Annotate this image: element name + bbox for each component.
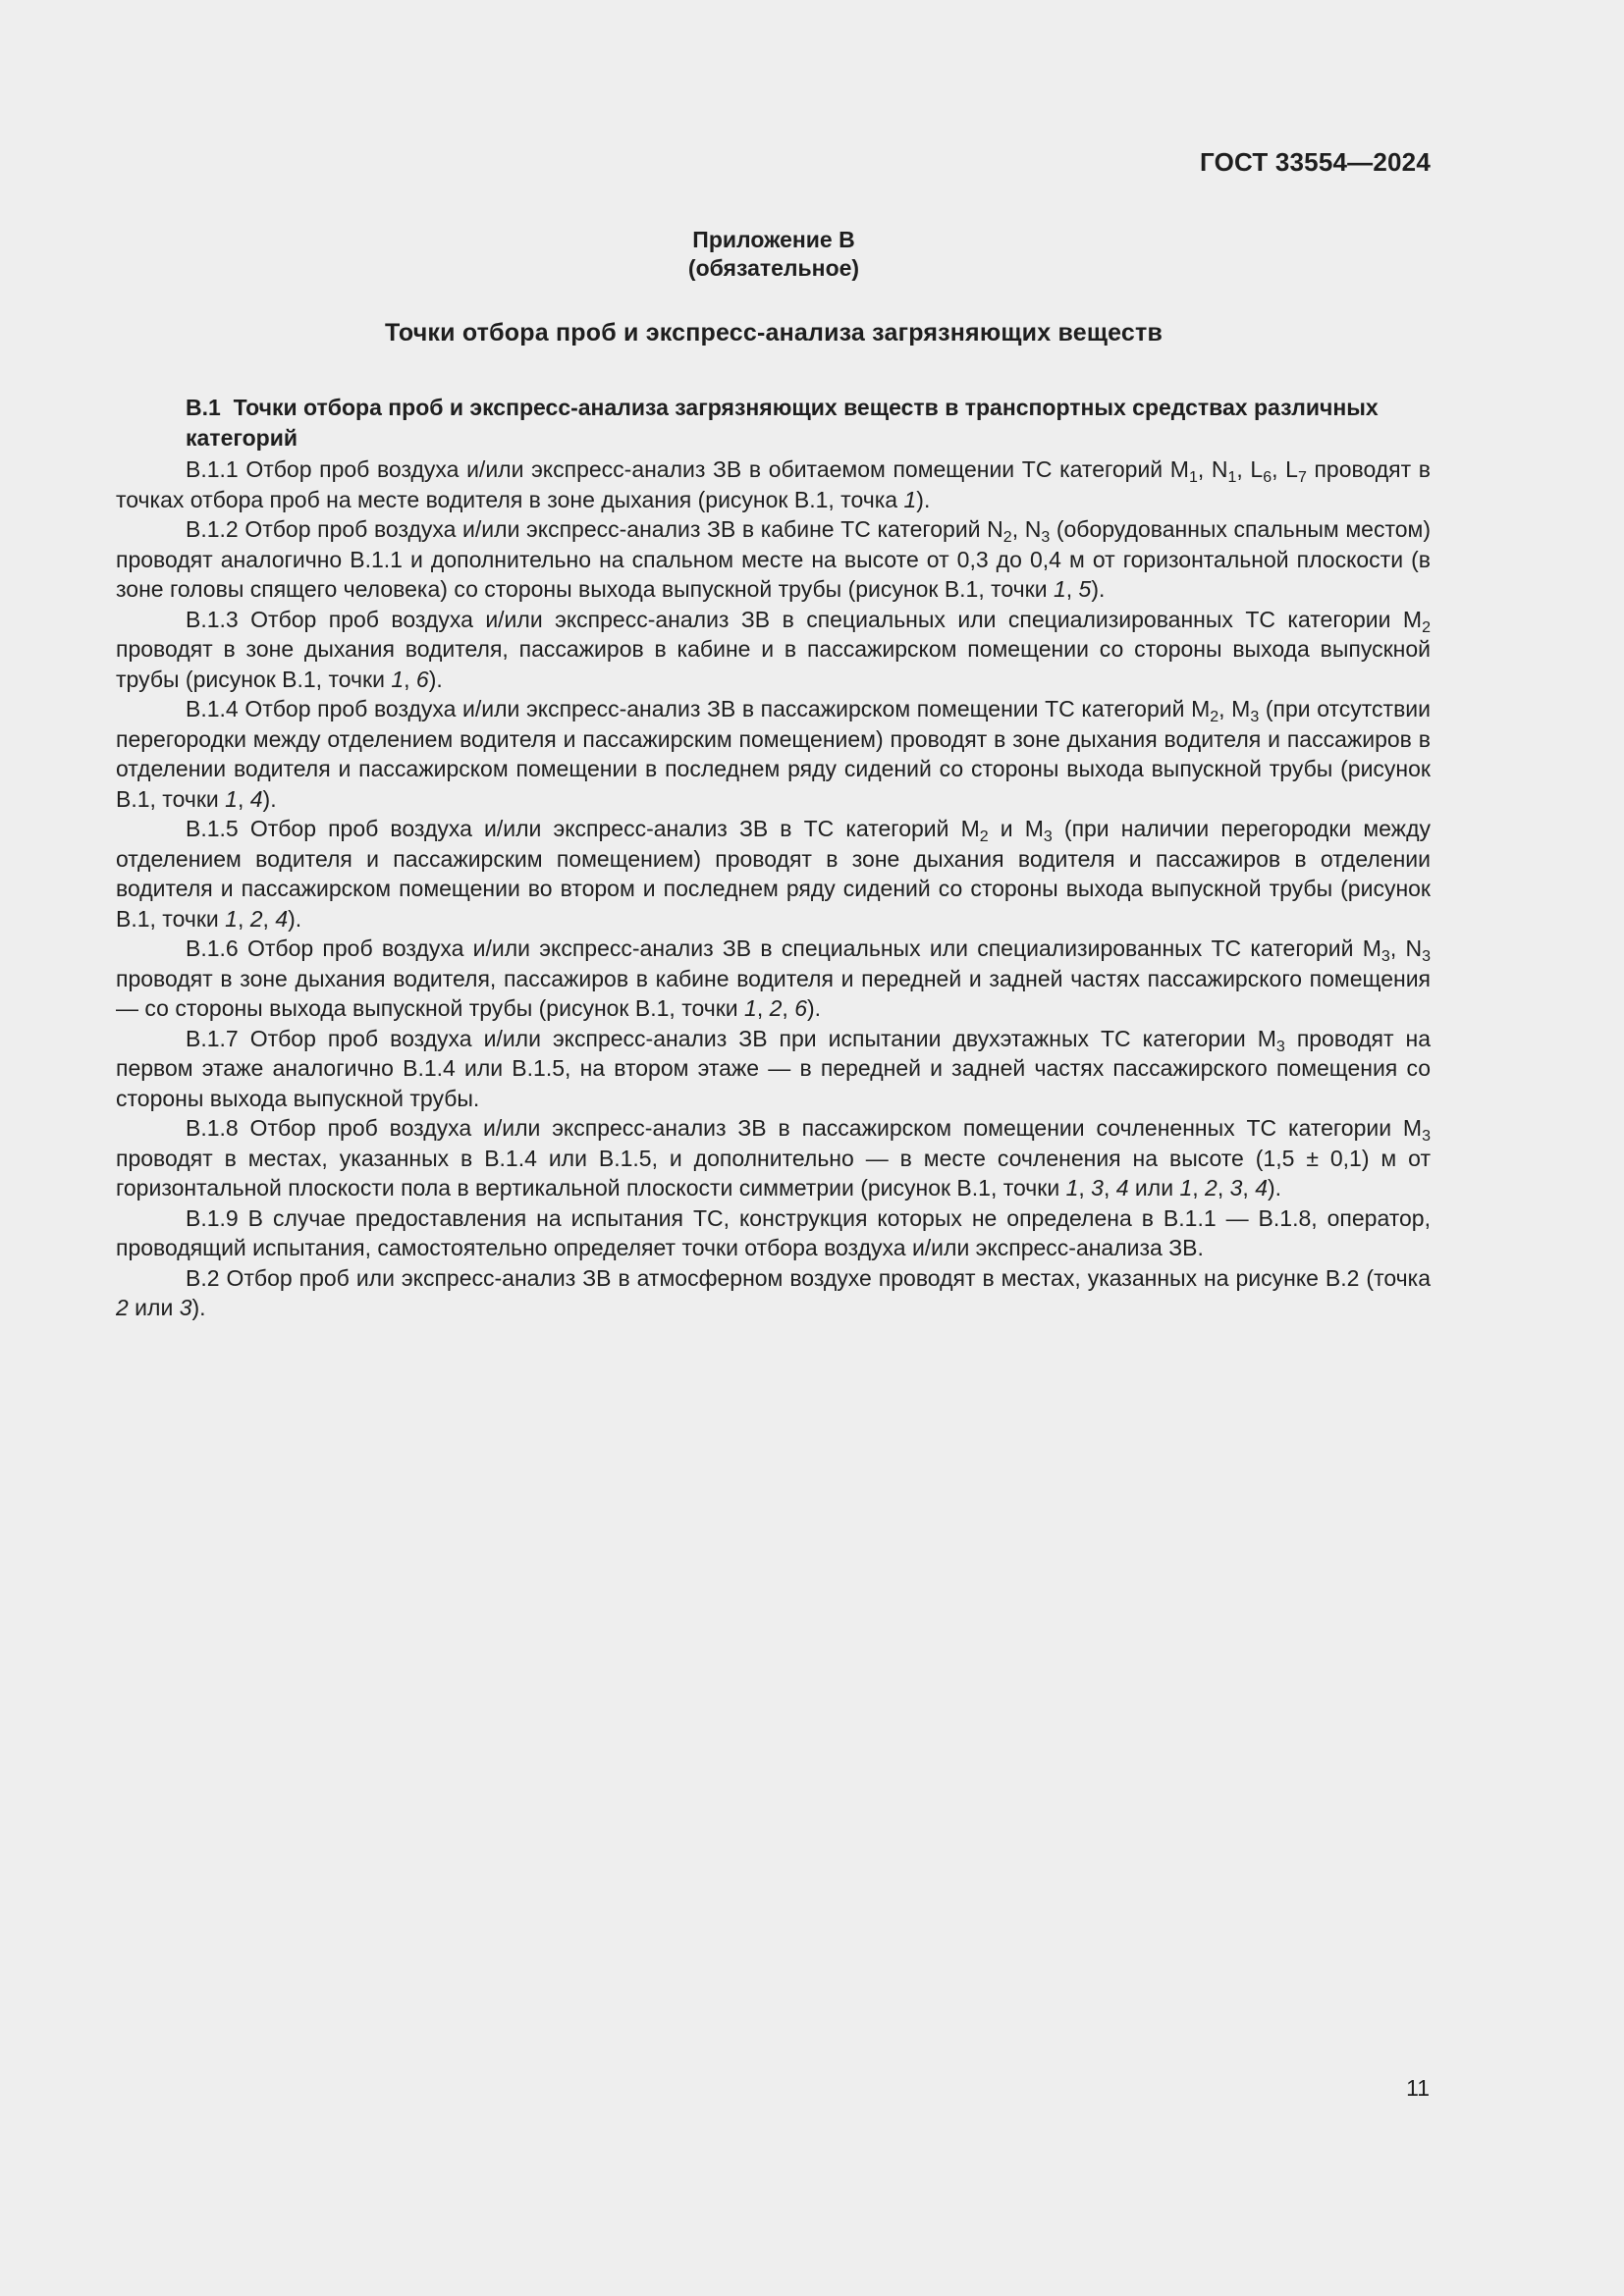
paragraph-b-1-2: В.1.2 Отбор проб воздуха и/или экспресс-анализ ЗВ в кабине ТС категорий $N_2$, $N_3$ (оборудованных спальным местом) проводят аналогично В.1.1 и дополнительно на спальном месте на высоте от 0,3 до 0,4 м от горизонтальной плоскости (в зоне головы спящего человека) со стороны выхода выпускной трубы (рисунок В.1, точки 1, 5). [116,516,1431,602]
page-title: Точки отбора проб и экспресс-анализа загрязняющих веществ [384,319,1164,347]
paragraph-b-1-6: В.1.6 Отбор проб воздуха и/или экспресс-анализ ЗВ в специальных или специализированных ТС категорий $M_3$, $N_3$ проводят в зоне дыхания водителя, пассажиров в кабине водителя и передней и задней частях пассажирского помещения — со стороны выхода выпускной трубы (рисунок В.1, точки 1, 2, 6). [116,935,1432,1021]
paragraph-b-1-1: В.1.1 Отбор проб воздуха и/или экспресс-анализ ЗВ в обитаемом помещении ТС категорий $M_1$, $N_1$, $L_6$, $L_7$ проводят в точках отбора проб на месте водителя в зоне дыхания (рисунок В.1, точка 1). [116,456,1432,512]
section-number: В.1 [186,395,221,420]
section-title: Точки отбора проб и экспресс-анализа загрязняющих веществ в транспортных средствах различных категорий [186,395,1379,451]
document-code: ГОСТ 33554—2024 [1200,147,1431,177]
paragraph-b-1-7: В.1.7 Отбор проб воздуха и/или экспресс-анализ ЗВ при испытании двухэтажных ТС категории $M_3$ проводят на первом этаже аналогично В.1.4 или В.1.5, на втором этаже — в передней и задней частях пассажирского помещения со стороны выхода выпускной трубы. [116,1025,1432,1111]
section-heading-b1 [116,393,1431,453]
paragraph-b-1-8: В.1.8 Отбор проб воздуха и/или экспресс-анализ ЗВ в пассажирском помещении сочлененных ТС категории $M_3$ проводят в местах, указанных в В.1.4 или В.1.5, и дополнительно — в месте сочленения на высоте (1,5 ± 0,1) м от горизонтальной плоскости пола в вертикальной плоскости симметрии (рисунок В.1, точки 1, 3, 4 или 1, 2, 3, 4). [116,1115,1431,1201]
appendix-title: Приложение В [692,227,855,252]
appendix-heading [0,226,1547,283]
page-number: 11 [1406,2075,1430,2101]
paragraph-b-1-4: В.1.4 Отбор проб воздуха и/или экспресс-анализ ЗВ в пассажирском помещении ТС категорий $M_2$, $M_3$ (при отсутствии перегородки между отделением водителя и пассажирским помещением) проводят в зоне дыхания водителя и пассажиров в отделении водителя и пассажирском помещении в последнем ряду сидений со стороны выхода выпускной трубы (рисунок В.1, точки 1, 4). [116,696,1431,812]
appendix-status: (обязательное) [687,255,860,281]
paragraph-b-2: В.2 Отбор проб или экспресс-анализ ЗВ в атмосферном воздухе проводят в местах, указанных на рисунке В.2 (точка 2 или 3). [116,1264,1431,1320]
paragraph-b-1-5: В.1.5 Отбор проб воздуха и/или экспресс-анализ ЗВ в ТС категорий $M_2$ и $M_3$ (при наличии перегородки между отделением водителя и пассажирским помещением) проводят в зоне дыхания водителя и пассажиров в отделении водителя и пассажирском помещении во втором и последнем ряду сидений со стороны выхода выпускной трубы (рисунок В.1, точки 1, 2, 4). [116,816,1431,932]
paragraph-b-1-9: В.1.9 В случае предоставления на испытания ТС, конструкция которых не определена в В.1.1 — В.1.8, оператор, проводящий испытания, самостоятельно определяет точки отбора воздуха и/или экспресс-анализа ЗВ. [116,1204,1431,1260]
document-body [116,393,1431,1323]
paragraph-b-1-3: В.1.3 Отбор проб воздуха и/или экспресс-анализ ЗВ в специальных или специализированных ТС категории $M_2$ проводят в зоне дыхания водителя, пассажиров в кабине и в пассажирском помещении со стороны выхода выпускной трубы (рисунок В.1, точки 1, 6). [116,606,1431,692]
